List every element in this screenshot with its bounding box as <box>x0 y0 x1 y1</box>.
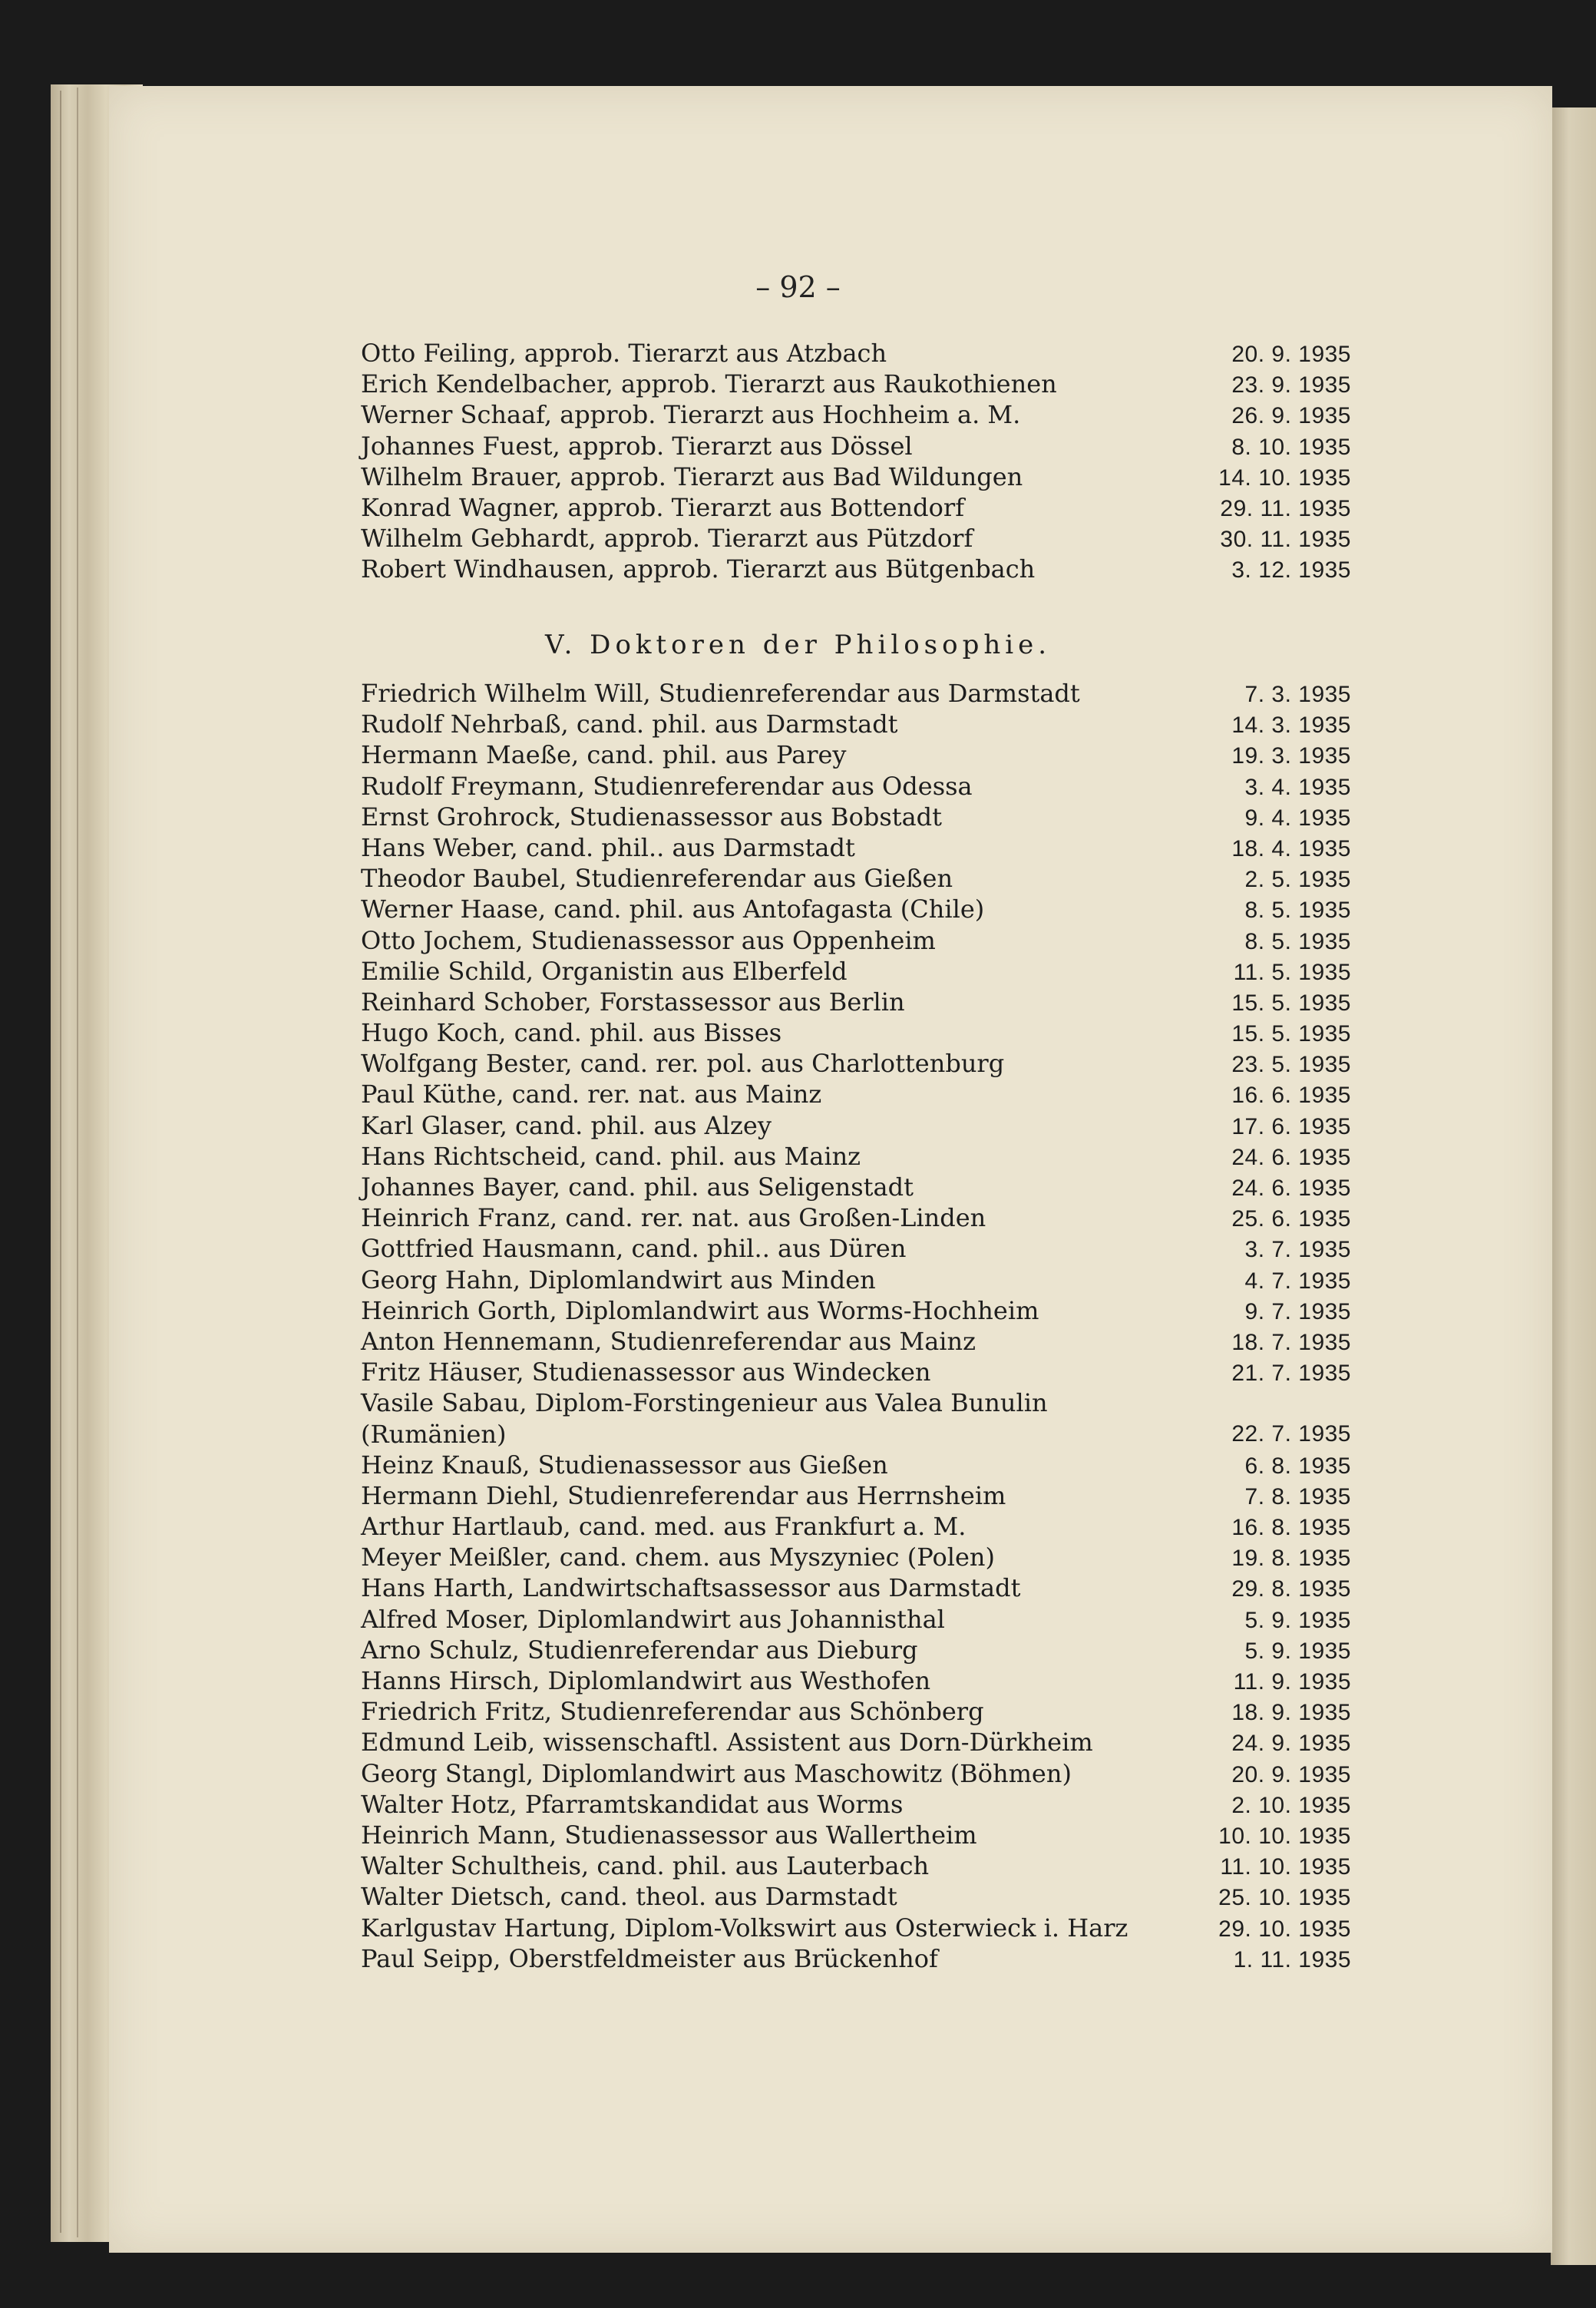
entry-date: 25. 6. 1935 <box>1231 1206 1351 1232</box>
list-item <box>361 399 1351 430</box>
entry-name: Rudolf Nehrbaß, cand. phil. aus Darmstadt <box>361 709 898 739</box>
list-item <box>361 1696 1351 1727</box>
list-item <box>361 461 1351 492</box>
entry-name: Anton Hennemann, Studienreferendar aus Mainz <box>361 1326 976 1356</box>
entry-name: Walter Dietsch, cand. theol. aus Darmstadt <box>361 1882 897 1912</box>
list-item <box>361 1604 1351 1635</box>
list-item <box>361 863 1351 894</box>
philosophy-doctor-list <box>361 678 1351 1974</box>
list-item <box>361 1265 1351 1295</box>
list-item <box>361 1727 1351 1757</box>
entry-date: 15. 5. 1935 <box>1231 990 1351 1016</box>
veterinarian-list <box>361 338 1351 585</box>
list-item <box>361 554 1351 584</box>
list-item <box>361 1079 1351 1109</box>
entry-date: 3. 7. 1935 <box>1244 1237 1351 1263</box>
entry-name: Hans Richtscheid, cand. phil. aus Mainz <box>361 1141 861 1171</box>
entry-date: 3. 4. 1935 <box>1244 774 1351 800</box>
list-item <box>361 1943 1351 1974</box>
entry-name: Wolfgang Bester, cand. rer. pol. aus Charlottenburg <box>361 1049 1005 1079</box>
list-item <box>361 1295 1351 1326</box>
entry-name: Meyer Meißler, cand. chem. aus Myszyniec (Polen) <box>361 1543 995 1572</box>
list-item <box>361 1450 1351 1480</box>
list-item <box>361 709 1351 739</box>
entry-name: Hans Weber, cand. phil.. aus Darmstadt <box>361 832 855 862</box>
entry-date: 29. 8. 1935 <box>1231 1576 1351 1602</box>
list-item <box>361 1202 1351 1233</box>
entry-name: Gottfried Hausmann, cand. phil.. aus Düren <box>361 1234 907 1264</box>
entry-name: Wilhelm Gebhardt, approb. Tierarzt aus Pützdorf <box>361 524 973 554</box>
entry-name: Erich Kendelbacher, approb. Tierarzt aus Raukothienen <box>361 369 1057 399</box>
entry-date: 2. 5. 1935 <box>1244 867 1351 893</box>
list-item <box>361 1850 1351 1881</box>
list-item <box>361 1017 1351 1048</box>
list-item <box>361 987 1351 1017</box>
entry-name: Arthur Hartlaub, cand. med. aus Frankfurt a. M. <box>361 1512 967 1542</box>
list-item <box>361 1758 1351 1789</box>
entry-date: 18. 9. 1935 <box>1231 1700 1351 1726</box>
entry-date: 3. 12. 1935 <box>1231 557 1351 584</box>
entry-name: Paul Seipp, Oberstfeldmeister aus Brückenhof <box>361 1943 938 1973</box>
entry-name: Heinrich Gorth, Diplomlandwirt aus Worms-Hochheim <box>361 1295 1039 1325</box>
entry-date: 9. 4. 1935 <box>1244 805 1351 831</box>
entry-name: Werner Haase, cand. phil. aus Antofagasta (Chile) <box>361 894 985 924</box>
entry-name: Hermann Diehl, Studienreferendar aus Herrnsheim <box>361 1480 1006 1510</box>
entry-date: 14. 10. 1935 <box>1218 465 1351 491</box>
entry-date: 8. 5. 1935 <box>1244 928 1351 954</box>
entry-date: 5. 9. 1935 <box>1244 1638 1351 1664</box>
entry-date: 8. 5. 1935 <box>1244 898 1351 924</box>
entry-name: Hanns Hirsch, Diplomlandwirt aus Westhofen <box>361 1666 931 1696</box>
list-item <box>361 1326 1351 1357</box>
entry-name: Alfred Moser, Diplomlandwirt aus Johannisthal <box>361 1604 945 1634</box>
list-item <box>361 771 1351 802</box>
entry-name: Fritz Häuser, Studienassessor aus Windecken <box>361 1357 931 1387</box>
entry-name: Theodor Baubel, Studienreferendar aus Gießen <box>361 864 953 894</box>
entry-name: Walter Schultheis, cand. phil. aus Lauterbach <box>361 1851 930 1881</box>
list-item <box>361 1572 1351 1603</box>
entry-name: Wilhelm Brauer, approb. Tierarzt aus Bad Wildungen <box>361 461 1023 491</box>
entry-date: 29. 10. 1935 <box>1218 1916 1351 1942</box>
list-item <box>361 678 1351 709</box>
list-item <box>361 1881 1351 1912</box>
entry-name: Otto Jochem, Studienassessor aus Oppenheim <box>361 925 936 955</box>
entry-date: 30. 11. 1935 <box>1220 527 1351 553</box>
list-item <box>361 1141 1351 1172</box>
entry-date: 14. 3. 1935 <box>1231 713 1351 739</box>
entry-name: Robert Windhausen, approb. Tierarzt aus Bütgenbach <box>361 554 1036 584</box>
entry-date: 7. 8. 1935 <box>1244 1483 1351 1509</box>
entry-date: 18. 4. 1935 <box>1231 835 1351 861</box>
list-item <box>361 1789 1351 1820</box>
entry-name: Rudolf Freymann, Studienreferendar aus Odessa <box>361 771 973 801</box>
list-item <box>361 1480 1351 1511</box>
entry-name: Heinrich Franz, cand. rer. nat. aus Großen-Linden <box>361 1203 986 1233</box>
entry-name: Otto Feiling, approb. Tierarzt aus Atzbach <box>361 339 887 368</box>
entry-date: 17. 6. 1935 <box>1231 1113 1351 1139</box>
entry-name: Konrad Wagner, approb. Tierarzt aus Bottendorf <box>361 492 965 522</box>
list-item <box>361 1665 1351 1696</box>
entry-name: Werner Schaaf, approb. Tierarzt aus Hochheim a. M. <box>361 400 1021 430</box>
entry-name: Hans Harth, Landwirtschaftsassessor aus Darmstadt <box>361 1573 1021 1603</box>
list-item <box>361 925 1351 956</box>
entry-date: 18. 7. 1935 <box>1231 1329 1351 1355</box>
entry-date: 11. 10. 1935 <box>1220 1854 1351 1880</box>
list-item <box>361 832 1351 863</box>
right-page-edge <box>1551 107 1596 2265</box>
list-item <box>361 802 1351 832</box>
entry-date: 4. 7. 1935 <box>1244 1268 1351 1294</box>
entry-date: 25. 10. 1935 <box>1218 1885 1351 1911</box>
entry-date: 24. 6. 1935 <box>1231 1144 1351 1170</box>
list-item <box>361 431 1351 461</box>
list-item <box>361 1233 1351 1264</box>
entry-date: 6. 8. 1935 <box>1244 1453 1351 1479</box>
entry-name: Friedrich Wilhelm Will, Studienreferendar aus Darmstadt <box>361 679 1080 708</box>
entry-name: Hugo Koch, cand. phil. aus Bisses <box>361 1018 782 1048</box>
list-item <box>361 1357 1351 1387</box>
list-item <box>361 1387 1351 1449</box>
page-number: – 92 – <box>755 270 841 304</box>
entry-date: 9. 7. 1935 <box>1244 1298 1351 1324</box>
entry-date: 15. 5. 1935 <box>1231 1021 1351 1047</box>
entry-date: 23. 5. 1935 <box>1231 1052 1351 1078</box>
entry-name: Johannes Bayer, cand. phil. aus Seligenstadt <box>361 1172 914 1202</box>
entry-name: Johannes Fuest, approb. Tierarzt aus Dössel <box>361 431 913 461</box>
section-heading: V. Doktoren der Philosophie. <box>544 630 1052 660</box>
entry-date: 29. 11. 1935 <box>1220 495 1351 521</box>
list-item <box>361 894 1351 924</box>
list-item <box>361 1110 1351 1141</box>
entry-name: Heinrich Mann, Studienassessor aus Wallertheim <box>361 1820 977 1850</box>
entry-name: Arno Schulz, Studienreferendar aus Dieburg <box>361 1635 918 1665</box>
entry-date: 22. 7. 1935 <box>1231 1420 1351 1447</box>
entry-date: 20. 9. 1935 <box>1231 1761 1351 1787</box>
entry-name: Hermann Maeße, cand. phil. aus Parey <box>361 740 847 770</box>
entry-name: Friedrich Fritz, Studienreferendar aus Schönberg <box>361 1697 984 1727</box>
entry-date: 7. 3. 1935 <box>1244 682 1351 707</box>
list-item <box>361 1511 1351 1542</box>
entry-name: Karlgustav Hartung, Diplom-Volkswirt aus Osterwieck i. Harz <box>361 1913 1128 1943</box>
entry-date: 11. 5. 1935 <box>1233 959 1351 985</box>
entry-date: 23. 9. 1935 <box>1231 372 1351 398</box>
list-item <box>361 369 1351 399</box>
list-item <box>361 1913 1351 1943</box>
list-item <box>361 1820 1351 1850</box>
list-item <box>361 338 1351 369</box>
list-item <box>361 1635 1351 1665</box>
entry-date: 10. 10. 1935 <box>1218 1823 1351 1849</box>
entry-name: Reinhard Schober, Forstassessor aus Berlin <box>361 987 905 1017</box>
entry-date: 24. 6. 1935 <box>1231 1175 1351 1201</box>
list-item <box>361 739 1351 770</box>
entry-name: Ernst Grohrock, Studienassessor aus Bobstadt <box>361 802 943 832</box>
entry-date: 20. 9. 1935 <box>1231 342 1351 367</box>
entry-date: 21. 7. 1935 <box>1231 1361 1351 1387</box>
entry-name: Vasile Sabau, Diplom-Forstingenieur aus Valea Bunulin (Rumänien) <box>361 1388 1048 1449</box>
entry-date: 8. 10. 1935 <box>1231 434 1351 460</box>
entry-name: Edmund Leib, wissenschaftl. Assistent aus Dorn-Dürkheim <box>361 1728 1093 1757</box>
list-item <box>361 956 1351 987</box>
entry-name: Karl Glaser, cand. phil. aus Alzey <box>361 1110 772 1140</box>
entry-name: Walter Hotz, Pfarramtskandidat aus Worms <box>361 1789 904 1819</box>
entry-date: 19. 8. 1935 <box>1231 1546 1351 1572</box>
list-item <box>361 1542 1351 1572</box>
entry-name: Paul Küthe, cand. rer. nat. aus Mainz <box>361 1080 822 1109</box>
list-item <box>361 492 1351 523</box>
entry-date: 24. 9. 1935 <box>1231 1731 1351 1757</box>
entry-date: 2. 10. 1935 <box>1231 1792 1351 1818</box>
entry-date: 1. 11. 1935 <box>1233 1946 1351 1972</box>
list-item <box>361 1172 1351 1202</box>
entry-date: 5. 9. 1935 <box>1244 1607 1351 1633</box>
entry-name: Georg Hahn, Diplomlandwirt aus Minden <box>361 1265 876 1295</box>
entry-name: Georg Stangl, Diplomlandwirt aus Maschowitz (Böhmen) <box>361 1758 1072 1788</box>
entry-date: 11. 9. 1935 <box>1233 1669 1351 1695</box>
list-item <box>361 1048 1351 1079</box>
entry-name: Emilie Schild, Organistin aus Elberfeld <box>361 956 848 986</box>
entry-date: 16. 8. 1935 <box>1231 1515 1351 1541</box>
entry-date: 19. 3. 1935 <box>1231 743 1351 769</box>
entry-date: 26. 9. 1935 <box>1231 403 1351 429</box>
list-item <box>361 523 1351 554</box>
entry-date: 16. 6. 1935 <box>1231 1083 1351 1109</box>
entry-name: Heinz Knauß, Studienassessor aus Gießen <box>361 1450 888 1480</box>
